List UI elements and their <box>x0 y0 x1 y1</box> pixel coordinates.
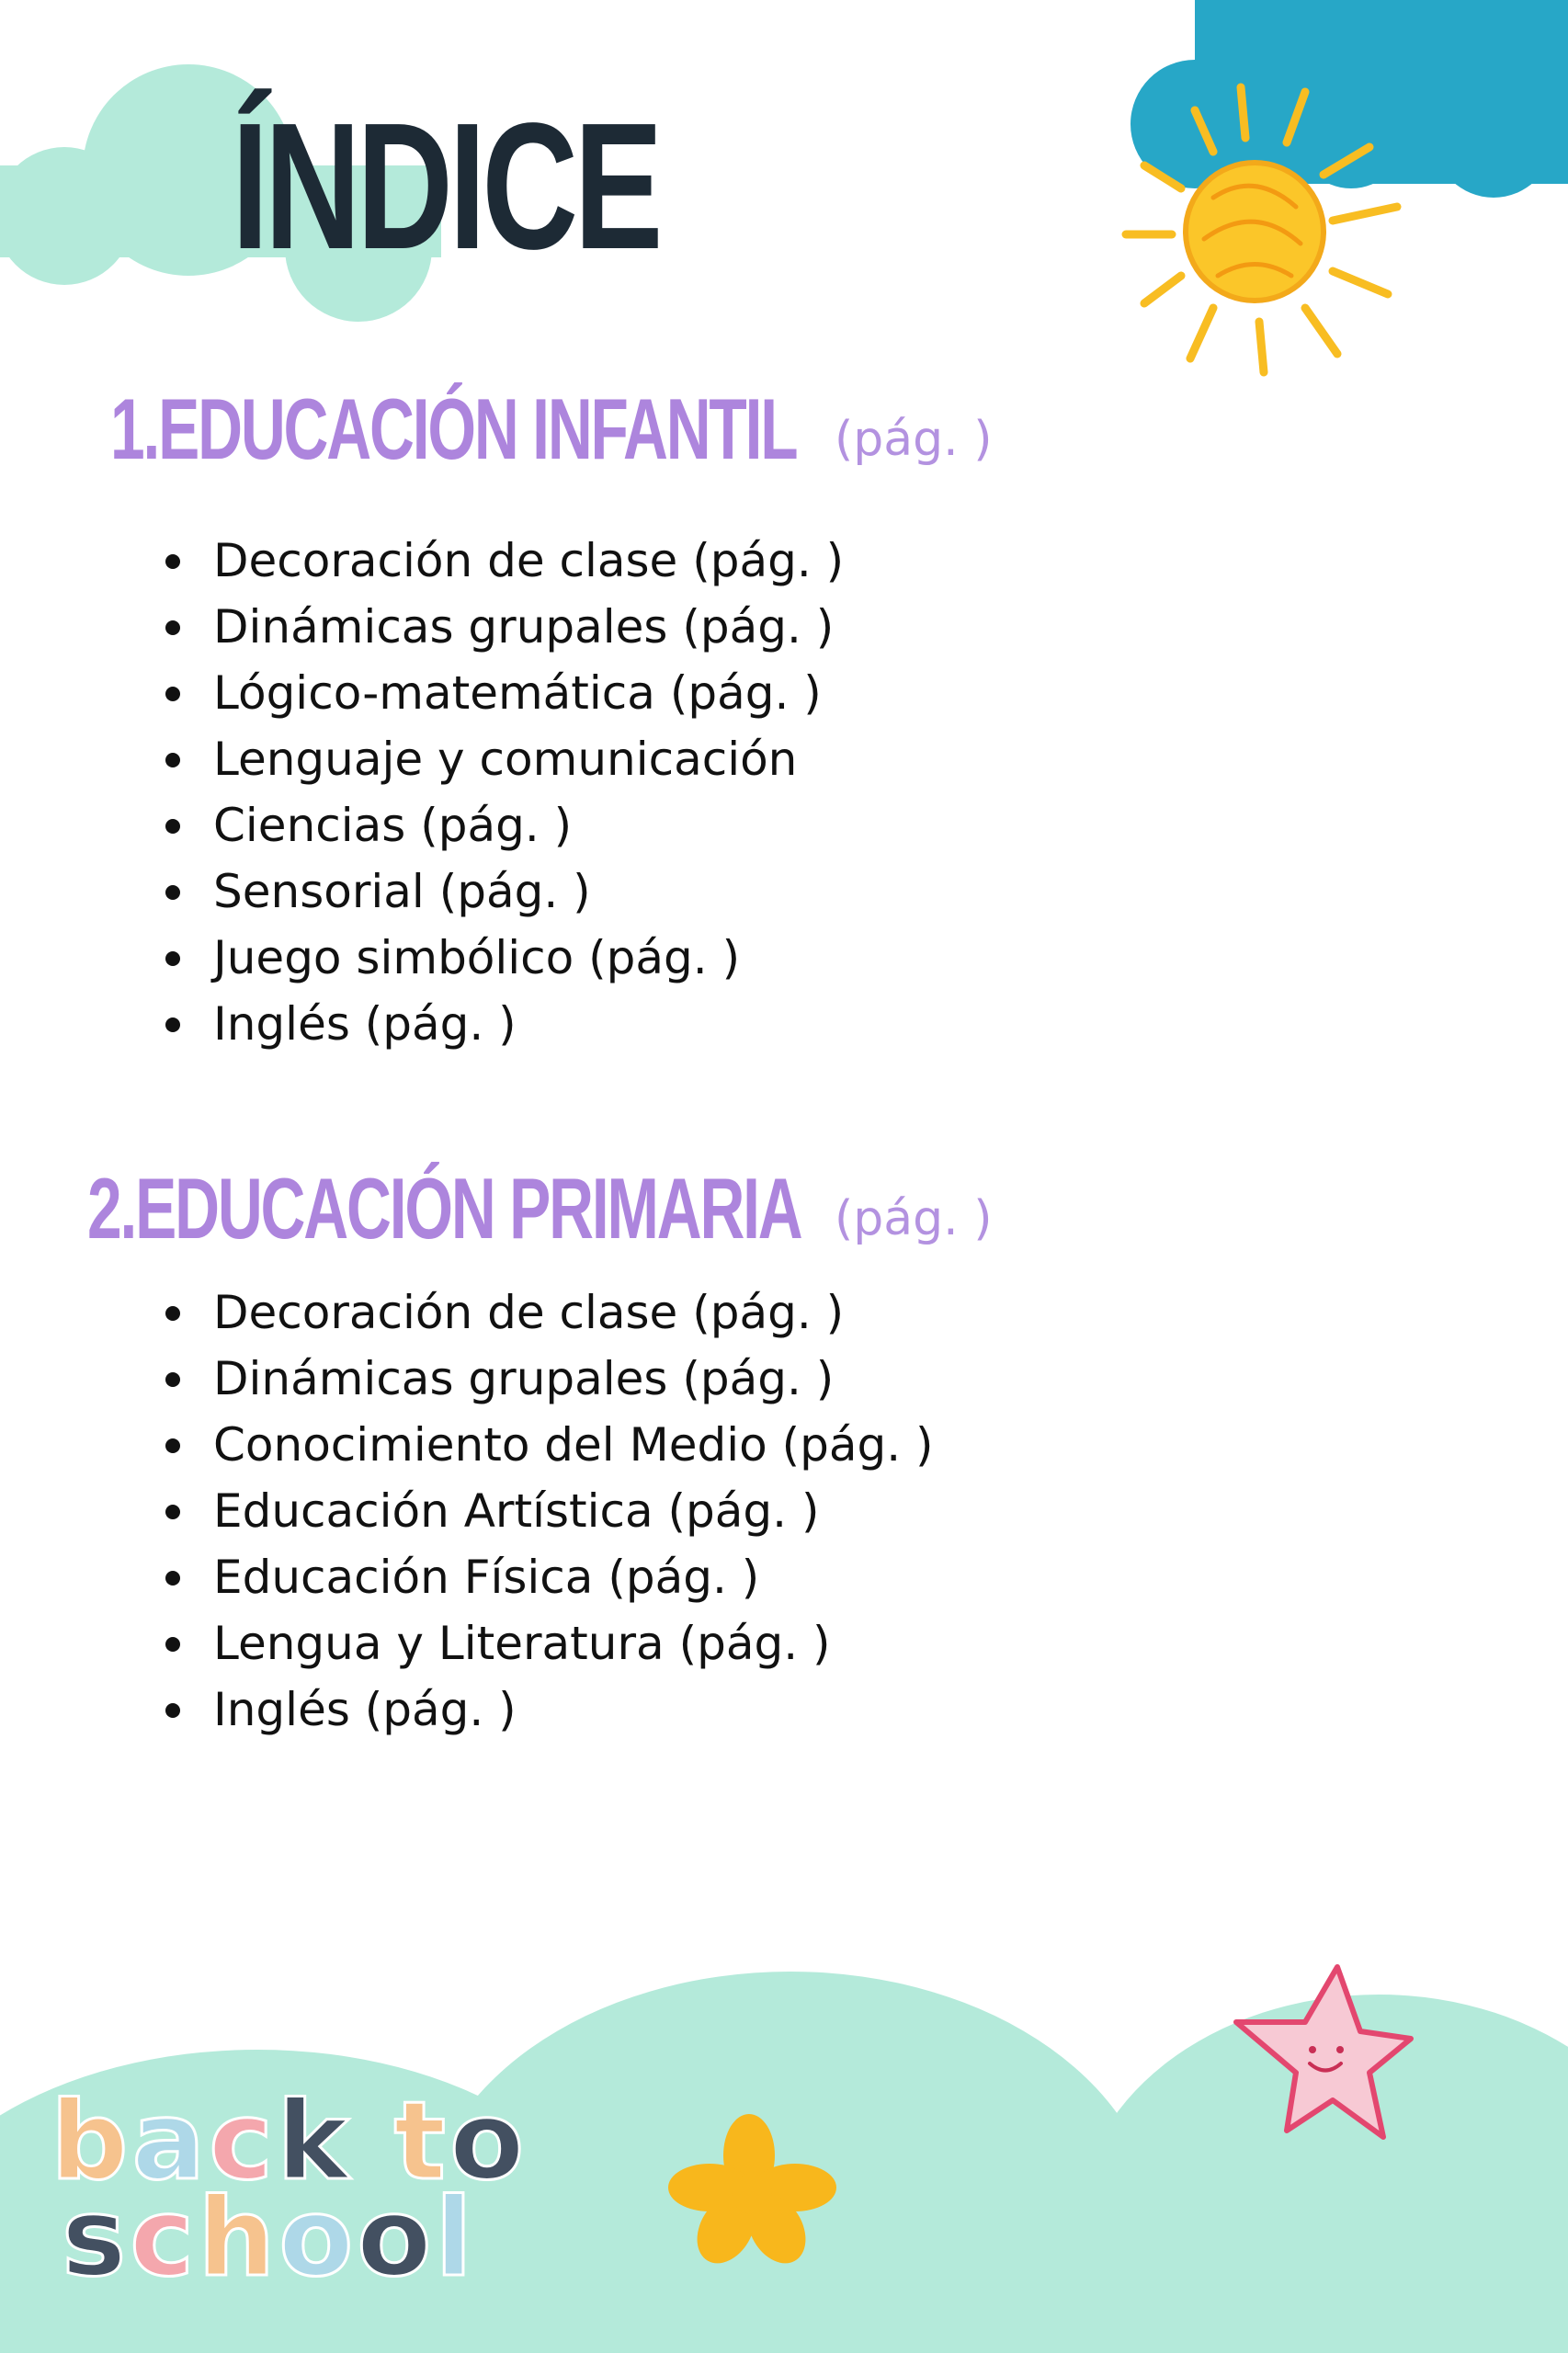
logo-letter: l <box>435 2174 476 2301</box>
logo-line-2 <box>62 2174 476 2301</box>
logo-letter: o <box>357 2174 436 2301</box>
list-item: Decoración de clase (pág. ) <box>156 1279 934 1346</box>
back-to-school-logo <box>51 2077 528 2301</box>
logo-letter: c <box>209 2077 278 2204</box>
infantil-topic-list <box>156 528 844 1057</box>
list-item: Lengua y Literatura (pág. ) <box>156 1610 934 1677</box>
section-title: 2.EDUCACIÓN PRIMARIA <box>87 1160 801 1256</box>
list-item: Educación Artística (pág. ) <box>156 1478 934 1544</box>
list-item: Conocimiento del Medio (pág. ) <box>156 1412 934 1478</box>
list-item: Lenguaje y comunicación <box>156 726 844 792</box>
primaria-topic-list <box>156 1279 934 1743</box>
list-item: Dinámicas grupales (pág. ) <box>156 1346 934 1412</box>
list-item: Ciencias (pág. ) <box>156 792 844 858</box>
logo-letter: o <box>449 2077 528 2204</box>
section-heading-infantil <box>110 381 1063 477</box>
section-title: 1.EDUCACIÓN INFANTIL <box>110 381 797 477</box>
section-heading-primaria <box>87 1160 1079 1256</box>
logo-letter: t <box>393 2077 450 2204</box>
top-right-cloud-illustration <box>1131 0 1568 198</box>
section-page-ref: (pág. ) <box>835 412 993 467</box>
list-item: Juego simbólico (pág. ) <box>156 925 844 991</box>
logo-letter: h <box>198 2174 279 2301</box>
logo-letter: s <box>62 2174 131 2301</box>
list-item: Lógico-matemática (pág. ) <box>156 660 844 726</box>
logo-letter: k <box>277 2077 353 2204</box>
list-item: Inglés (pág. ) <box>156 1677 934 1743</box>
logo-letter: a <box>131 2077 210 2204</box>
list-item: Educación Física (pág. ) <box>156 1544 934 1610</box>
logo-letter: b <box>51 2077 132 2204</box>
list-item: Dinámicas grupales (pág. ) <box>156 594 844 660</box>
logo-letter: c <box>130 2174 199 2301</box>
page-title: ÍNDICE <box>232 85 659 287</box>
logo-letter: o <box>278 2174 358 2301</box>
section-page-ref: (pág. ) <box>835 1191 993 1246</box>
list-item: Decoración de clase (pág. ) <box>156 528 844 594</box>
list-item: Sensorial (pág. ) <box>156 858 844 925</box>
list-item: Inglés (pág. ) <box>156 991 844 1057</box>
